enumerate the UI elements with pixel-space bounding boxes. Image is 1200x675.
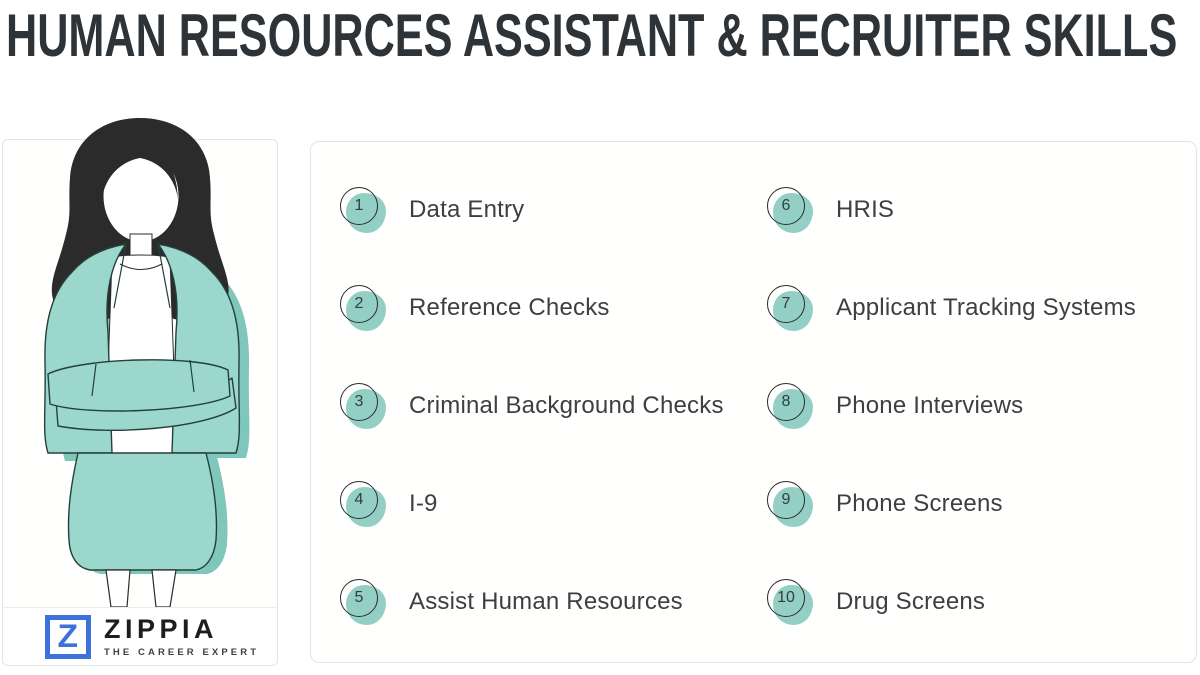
badge-ring — [340, 579, 378, 617]
skill-number-badge — [767, 187, 813, 233]
badge-ring — [767, 383, 805, 421]
skill-number: 8 — [781, 393, 791, 410]
skill-label: I-9 — [409, 490, 438, 517]
skill-number-badge — [767, 383, 813, 429]
skills-column-right — [767, 187, 1136, 625]
badge-ring — [340, 481, 378, 519]
skills-card — [310, 141, 1197, 663]
brand-text — [104, 613, 260, 658]
skill-number-badge — [340, 285, 386, 331]
badge-ring — [767, 285, 805, 323]
skill-item — [767, 579, 1136, 625]
skill-number-badge — [767, 481, 813, 527]
skill-number-badge — [340, 187, 386, 233]
skill-item — [340, 481, 724, 527]
badge-ring — [767, 481, 805, 519]
brand-tagline: THE CAREER EXPERT — [104, 646, 260, 658]
skill-number: 7 — [781, 295, 791, 312]
crossed-arm-upper — [48, 360, 230, 411]
leg-left — [106, 570, 130, 607]
skill-label: Criminal Background Checks — [409, 392, 724, 419]
badge-ring — [767, 187, 805, 225]
skill-label: Data Entry — [409, 196, 525, 223]
badge-ring — [340, 383, 378, 421]
skill-number-badge — [340, 383, 386, 429]
brand-footer — [3, 607, 277, 665]
badge-ring — [340, 285, 378, 323]
skill-number: 4 — [354, 491, 364, 508]
skills-column-left — [340, 187, 724, 625]
hr-woman-illustration — [0, 112, 280, 608]
skill-number: 10 — [777, 589, 795, 606]
skill-number: 1 — [354, 197, 364, 214]
skill-number-badge — [767, 285, 813, 331]
skill-number-badge — [340, 481, 386, 527]
skill-item — [340, 579, 724, 625]
skill-item — [340, 285, 724, 331]
badge-ring — [767, 579, 805, 617]
skill-number: 9 — [781, 491, 791, 508]
skill-number: 2 — [354, 295, 364, 312]
skill-item — [767, 481, 1136, 527]
skill-item — [767, 187, 1136, 233]
skill-number: 5 — [354, 589, 364, 606]
skill-label: HRIS — [836, 196, 895, 223]
skill-number-badge — [767, 579, 813, 625]
skill-label: Applicant Tracking Systems — [836, 294, 1136, 321]
page-title: HUMAN RESOURCES ASSISTANT & RECRUITER SKILLS — [6, 2, 1178, 69]
skill-item — [340, 187, 724, 233]
brand-name: ZIPPIA — [104, 613, 219, 644]
zippia-logo-icon — [45, 615, 91, 659]
skill-label: Phone Screens — [836, 490, 1003, 517]
leg-right — [152, 570, 176, 607]
logo-letter: Z — [57, 617, 79, 654]
badge-ring — [340, 187, 378, 225]
skill-label: Assist Human Resources — [409, 588, 683, 615]
skill-item — [340, 383, 724, 429]
skill-label: Phone Interviews — [836, 392, 1024, 419]
skill-number: 3 — [354, 393, 364, 410]
skill-item — [767, 383, 1136, 429]
skill-label: Reference Checks — [409, 294, 610, 321]
skirt-shape — [68, 453, 216, 570]
skill-number: 6 — [781, 197, 791, 214]
skill-label: Drug Screens — [836, 588, 986, 615]
skill-item — [767, 285, 1136, 331]
skill-number-badge — [340, 579, 386, 625]
